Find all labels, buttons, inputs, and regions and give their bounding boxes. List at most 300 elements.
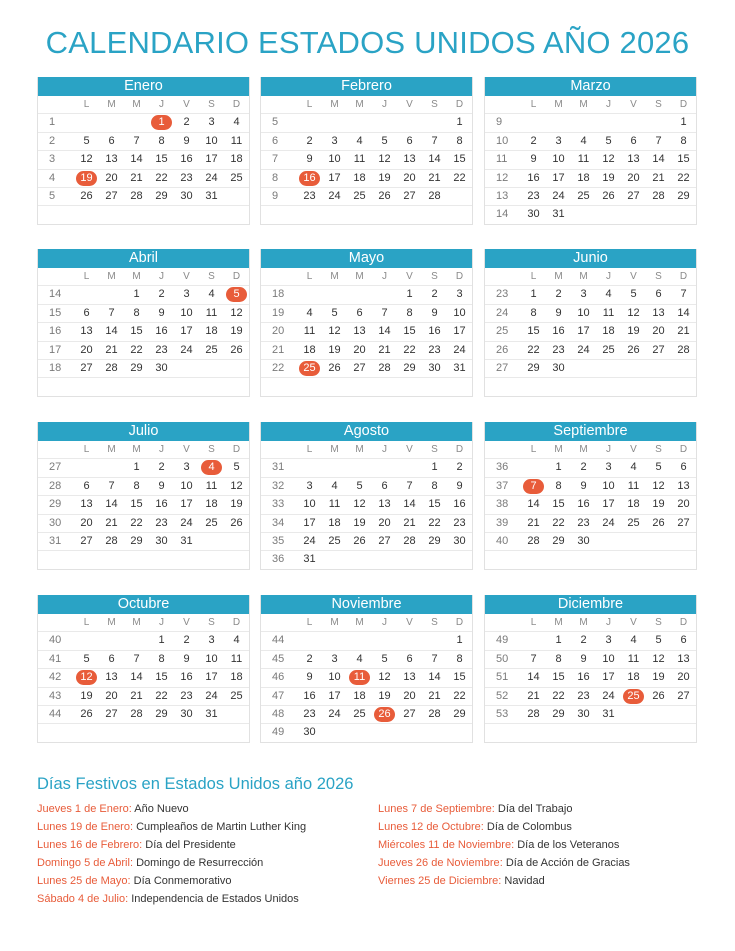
- day-cell: [571, 724, 596, 741]
- weekday-label: V: [406, 99, 413, 110]
- day-cell: 10: [180, 306, 193, 319]
- week-number: 6: [272, 134, 279, 147]
- day-cell: 14: [428, 671, 441, 684]
- day-cell: 27: [105, 707, 118, 720]
- day-cell: 15: [677, 153, 690, 166]
- holiday-date: Lunes 16 de Febrero: [37, 839, 140, 851]
- day-cell: 30: [577, 707, 590, 720]
- week-number: 46: [272, 671, 285, 684]
- day-cell: 26: [328, 361, 341, 374]
- day-cell: [646, 706, 671, 723]
- day-cell-holiday: [297, 360, 322, 377]
- day-cell: 25: [205, 516, 218, 529]
- day-cell: [621, 706, 646, 723]
- day-cell: 20: [677, 498, 690, 511]
- weekday-header-row: [485, 96, 696, 114]
- day-cell: 7: [431, 134, 438, 147]
- day-cell: [322, 724, 347, 741]
- week-row: [38, 478, 249, 496]
- day-cell: 18: [602, 325, 615, 338]
- day-cell: [199, 724, 224, 741]
- day-cell: [347, 286, 372, 303]
- week-row: [485, 286, 696, 304]
- day-cell: [224, 724, 249, 741]
- day-cell: 17: [180, 325, 193, 338]
- holidays-title: Días Festivos en Estados Unidos año 2026: [37, 775, 354, 793]
- day-cell: 18: [328, 516, 341, 529]
- week-row: [38, 632, 249, 650]
- day-cell: [397, 551, 422, 568]
- day-cell: 29: [403, 361, 416, 374]
- week-row: [261, 496, 472, 514]
- day-cell: 21: [428, 171, 441, 184]
- week-number: 35: [272, 534, 285, 547]
- day-cell: [671, 551, 696, 568]
- day-cell: [297, 459, 322, 476]
- day-cell: 4: [306, 306, 313, 319]
- day-cell: [124, 632, 149, 649]
- day-cell: 6: [356, 306, 363, 319]
- day-cell: 18: [353, 689, 366, 702]
- day-cell: 2: [580, 461, 587, 474]
- day-cell: 29: [130, 534, 143, 547]
- day-cell: 22: [130, 343, 143, 356]
- day-cell: [74, 724, 99, 741]
- week-row: [485, 206, 696, 223]
- week-number: 37: [496, 479, 509, 492]
- day-cell: 28: [677, 343, 690, 356]
- day-cell: 15: [155, 153, 168, 166]
- day-cell: 20: [403, 171, 416, 184]
- day-cell-holiday: [74, 170, 99, 187]
- week-row: [261, 688, 472, 706]
- day-cell: 9: [306, 671, 313, 684]
- week-number: 13: [496, 189, 509, 202]
- day-cell: 2: [555, 288, 562, 301]
- week-row: [38, 724, 249, 741]
- day-cell: [571, 551, 596, 568]
- weekday-label: V: [406, 444, 413, 455]
- day-cell: 5: [83, 134, 90, 147]
- month-febrero: [260, 77, 473, 225]
- day-cell: [224, 206, 249, 223]
- week-row: [261, 378, 472, 395]
- weekday-label: D: [679, 617, 688, 628]
- day-cell: 8: [133, 306, 140, 319]
- day-cell: [596, 533, 621, 550]
- day-cell: 24: [205, 689, 218, 702]
- holiday-name: Independencia de Estados Unidos: [131, 893, 299, 905]
- week-number: 14: [49, 288, 62, 301]
- day-cell: 12: [328, 325, 341, 338]
- day-cell: [646, 378, 671, 395]
- day-cell: 24: [180, 516, 193, 529]
- day-cell: 29: [453, 707, 466, 720]
- day-cell: 18: [627, 671, 640, 684]
- day-cell: 3: [605, 634, 612, 647]
- day-cell: [322, 459, 347, 476]
- week-row: [38, 378, 249, 395]
- day-cell: 3: [605, 461, 612, 474]
- day-cell: 30: [577, 534, 590, 547]
- day-cell: 21: [527, 516, 540, 529]
- day-cell: 17: [303, 516, 316, 529]
- holiday-marker: 12: [76, 670, 97, 685]
- week-row: [485, 515, 696, 533]
- day-cell: [322, 286, 347, 303]
- day-cell: 16: [577, 498, 590, 511]
- day-cell: 2: [456, 461, 463, 474]
- week-row: [261, 706, 472, 724]
- day-cell: [124, 378, 149, 395]
- day-cell: [546, 114, 571, 131]
- day-cell: 13: [627, 153, 640, 166]
- holiday-item: [378, 818, 630, 836]
- holiday-item: [37, 800, 306, 818]
- day-cell: [149, 551, 174, 568]
- week-row: [261, 515, 472, 533]
- weekday-label: L: [530, 617, 537, 628]
- weekday-header-row: [261, 268, 472, 286]
- day-cell: 6: [406, 652, 413, 665]
- week-number: [38, 551, 74, 568]
- weekday-label: J: [606, 444, 611, 455]
- day-cell: 14: [130, 671, 143, 684]
- day-cell: [447, 188, 472, 205]
- week-row: [261, 669, 472, 687]
- day-cell: 2: [158, 461, 165, 474]
- weekday-label: J: [606, 99, 611, 110]
- day-cell: 3: [183, 288, 190, 301]
- day-cell: 27: [677, 516, 690, 529]
- weekday-label: M: [330, 271, 339, 282]
- day-cell: 23: [155, 516, 168, 529]
- day-cell: 6: [83, 306, 90, 319]
- day-cell: 10: [577, 306, 590, 319]
- day-cell: [99, 632, 124, 649]
- holiday-name: Cumpleaños de Martin Luther King: [136, 821, 307, 833]
- week-number: 8: [272, 171, 279, 184]
- day-cell: [372, 378, 397, 395]
- day-cell: [297, 206, 322, 223]
- week-number: [485, 378, 521, 395]
- day-cell: 22: [155, 689, 168, 702]
- day-cell: 10: [552, 153, 565, 166]
- day-cell: [596, 378, 621, 395]
- month-name: Enero: [38, 77, 249, 96]
- day-cell: 1: [680, 116, 687, 129]
- day-cell: [224, 706, 249, 723]
- day-cell: [596, 724, 621, 741]
- day-cell: [521, 724, 546, 741]
- day-cell: [224, 360, 249, 377]
- week-number: [38, 206, 74, 223]
- day-cell: [297, 378, 322, 395]
- day-cell: 24: [602, 689, 615, 702]
- week-number-header: [38, 268, 74, 285]
- day-cell: 20: [627, 171, 640, 184]
- day-cell: 31: [205, 707, 218, 720]
- weekday-label: M: [554, 271, 563, 282]
- day-cell: 27: [627, 189, 640, 202]
- weekday-label: J: [606, 271, 611, 282]
- week-row: [485, 706, 696, 724]
- month-name: Febrero: [261, 77, 472, 96]
- day-cell: [397, 206, 422, 223]
- holiday-separator: :: [125, 893, 132, 905]
- holiday-separator: :: [129, 821, 137, 833]
- month-julio: [37, 422, 250, 570]
- weekday-label: M: [579, 617, 588, 628]
- week-row: [38, 496, 249, 514]
- day-cell: [671, 706, 696, 723]
- week-row: [38, 360, 249, 378]
- holiday-date: Lunes 12 de Octubre: [378, 821, 481, 833]
- day-cell: 9: [456, 479, 463, 492]
- day-cell: 20: [403, 689, 416, 702]
- weekday-label: V: [630, 99, 637, 110]
- day-cell: 18: [353, 171, 366, 184]
- weekday-label: M: [330, 99, 339, 110]
- weekday-header-row: [261, 614, 472, 632]
- day-cell: 31: [453, 361, 466, 374]
- month-name: Septiembre: [485, 422, 696, 441]
- day-cell: 15: [552, 671, 565, 684]
- day-cell: [74, 378, 99, 395]
- weekday-label: M: [355, 617, 364, 628]
- week-row: [38, 459, 249, 477]
- holiday-date: Viernes 25 de Diciembre: [378, 875, 499, 887]
- holiday-name: Navidad: [504, 875, 545, 887]
- holiday-marker: 25: [299, 361, 320, 376]
- day-cell: [422, 378, 447, 395]
- day-cell: 3: [331, 652, 338, 665]
- day-cell: 28: [105, 361, 118, 374]
- weekday-label: M: [132, 617, 141, 628]
- weekday-label: M: [554, 99, 563, 110]
- day-cell: 26: [627, 343, 640, 356]
- day-cell: [521, 378, 546, 395]
- day-cell: [322, 378, 347, 395]
- holiday-item: [378, 872, 630, 890]
- week-row: [38, 551, 249, 568]
- weekday-label: M: [355, 444, 364, 455]
- week-number: 4: [49, 171, 56, 184]
- day-cell: 27: [105, 189, 118, 202]
- weekday-label: V: [183, 444, 190, 455]
- day-cell: 12: [378, 153, 391, 166]
- day-cell: [124, 551, 149, 568]
- day-cell: [199, 533, 224, 550]
- day-cell: [99, 286, 124, 303]
- day-cell: 17: [602, 671, 615, 684]
- weekday-label: S: [655, 444, 662, 455]
- week-row: [485, 688, 696, 706]
- week-row: [38, 706, 249, 724]
- day-cell: [521, 459, 546, 476]
- day-cell: [74, 114, 99, 131]
- day-cell: 26: [80, 189, 93, 202]
- day-cell: 10: [303, 498, 316, 511]
- day-cell: 5: [655, 461, 662, 474]
- day-cell: [671, 378, 696, 395]
- month-octubre: [37, 595, 250, 743]
- day-cell: 21: [130, 171, 143, 184]
- day-cell: 26: [80, 707, 93, 720]
- week-number: 26: [496, 343, 509, 356]
- day-cell: 27: [403, 189, 416, 202]
- day-cell: 11: [205, 306, 218, 319]
- day-cell: [224, 533, 249, 550]
- day-cell: 13: [80, 498, 93, 511]
- weekday-label: L: [306, 271, 313, 282]
- day-cell: 9: [580, 479, 587, 492]
- day-cell: 23: [453, 516, 466, 529]
- weekday-label: S: [655, 617, 662, 628]
- day-cell: 15: [155, 671, 168, 684]
- week-row: [261, 478, 472, 496]
- day-cell: 17: [328, 689, 341, 702]
- week-row: [38, 669, 249, 687]
- day-cell: 19: [602, 171, 615, 184]
- day-cell: 14: [527, 671, 540, 684]
- month-junio: [484, 249, 697, 397]
- day-cell: 19: [230, 325, 243, 338]
- day-cell: 30: [180, 707, 193, 720]
- day-cell: 4: [233, 634, 240, 647]
- holiday-item: [378, 854, 630, 872]
- day-cell: 9: [555, 306, 562, 319]
- day-cell: [99, 378, 124, 395]
- page-title: CALENDARIO ESTADOS UNIDOS AÑO 2026: [45, 25, 690, 60]
- weekday-label: V: [406, 617, 413, 628]
- day-cell: [149, 378, 174, 395]
- month-name: Marzo: [485, 77, 696, 96]
- weekday-label: M: [132, 99, 141, 110]
- day-cell: 26: [230, 516, 243, 529]
- day-cell: 12: [230, 479, 243, 492]
- day-cell: [99, 206, 124, 223]
- week-number: 31: [49, 534, 62, 547]
- day-cell: 13: [677, 479, 690, 492]
- day-cell: [199, 360, 224, 377]
- holiday-date: Domingo 5 de Abril: [37, 857, 130, 869]
- week-row: [38, 533, 249, 551]
- day-cell: 10: [328, 671, 341, 684]
- day-cell: 10: [453, 306, 466, 319]
- day-cell: 27: [677, 689, 690, 702]
- holiday-separator: :: [498, 875, 505, 887]
- day-cell: 16: [552, 325, 565, 338]
- month-noviembre: [260, 595, 473, 743]
- week-number: 32: [272, 479, 285, 492]
- day-cell-holiday: [199, 459, 224, 476]
- day-cell: [347, 724, 372, 741]
- day-cell: 28: [527, 534, 540, 547]
- day-cell: 7: [431, 652, 438, 665]
- day-cell: [596, 114, 621, 131]
- week-row: [485, 378, 696, 395]
- day-cell: [297, 114, 322, 131]
- day-cell: 2: [158, 288, 165, 301]
- holiday-marker: 11: [349, 670, 370, 685]
- day-cell: 14: [105, 498, 118, 511]
- day-cell: [422, 724, 447, 741]
- week-number-header: [485, 268, 521, 285]
- week-number: 40: [496, 534, 509, 547]
- week-number: 51: [496, 671, 509, 684]
- day-cell: [174, 206, 199, 223]
- week-number: 18: [272, 288, 285, 301]
- day-cell: 15: [453, 671, 466, 684]
- weekday-label: M: [554, 444, 563, 455]
- day-cell: 28: [403, 534, 416, 547]
- weekday-label: V: [183, 617, 190, 628]
- day-cell: 20: [378, 516, 391, 529]
- week-row: [485, 360, 696, 378]
- month-name: Mayo: [261, 249, 472, 268]
- weekday-label: L: [83, 444, 90, 455]
- day-cell: 24: [205, 171, 218, 184]
- day-cell: 5: [655, 634, 662, 647]
- month-name: Junio: [485, 249, 696, 268]
- week-row: [485, 496, 696, 514]
- weekday-label: S: [655, 271, 662, 282]
- day-cell: 25: [230, 171, 243, 184]
- day-cell: 21: [677, 325, 690, 338]
- day-cell: 23: [527, 189, 540, 202]
- day-cell: 5: [331, 306, 338, 319]
- holiday-item: [37, 872, 306, 890]
- day-cell: 22: [453, 171, 466, 184]
- week-number-header: [38, 96, 74, 113]
- day-cell: 25: [577, 189, 590, 202]
- day-cell: 25: [353, 189, 366, 202]
- day-cell: 13: [80, 325, 93, 338]
- weekday-label: J: [159, 271, 164, 282]
- week-number: 36: [272, 553, 285, 566]
- weekday-label: V: [630, 617, 637, 628]
- day-cell: [99, 459, 124, 476]
- week-number-header: [261, 268, 297, 285]
- day-cell: [422, 551, 447, 568]
- weekday-header-row: [38, 268, 249, 286]
- week-row: [485, 459, 696, 477]
- day-cell: 31: [303, 553, 316, 566]
- day-cell: [422, 632, 447, 649]
- week-row: [485, 305, 696, 323]
- day-cell: [671, 724, 696, 741]
- day-cell: 19: [652, 671, 665, 684]
- day-cell: 30: [180, 189, 193, 202]
- day-cell: 24: [303, 534, 316, 547]
- day-cell: [621, 533, 646, 550]
- weekday-label: L: [306, 617, 313, 628]
- day-cell: [447, 206, 472, 223]
- day-cell: [372, 551, 397, 568]
- day-cell: 27: [80, 534, 93, 547]
- day-cell: 11: [230, 134, 243, 147]
- weekday-label: M: [107, 99, 116, 110]
- day-cell: [621, 724, 646, 741]
- day-cell: [347, 114, 372, 131]
- week-number: 31: [272, 461, 285, 474]
- day-cell: [322, 206, 347, 223]
- day-cell: 28: [378, 361, 391, 374]
- holiday-separator: :: [511, 839, 518, 851]
- day-cell: 30: [155, 361, 168, 374]
- weekday-header-row: [38, 614, 249, 632]
